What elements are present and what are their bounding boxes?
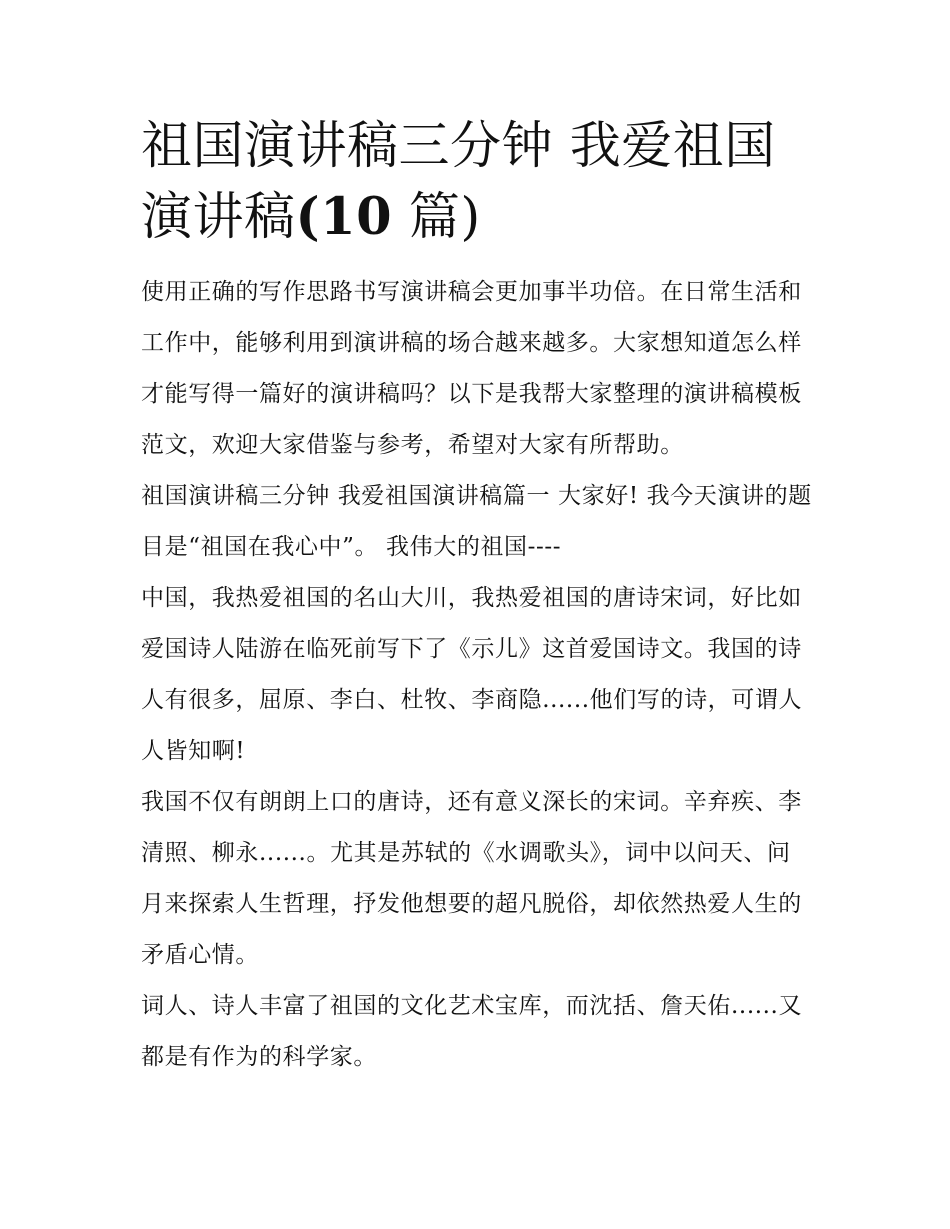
title-suffix: 篇) [392, 188, 481, 247]
title-count: (10 [295, 187, 393, 247]
culture-science-paragraph: 词人、诗人丰富了祖国的文化艺术宝库，而沈括、詹天佑......又都是有作为的科学家。 [141, 993, 803, 1070]
intro-paragraph: 使用正确的写作思路书写演讲稿会更加事半功倍。在日常生活和工作中，能够利用到演讲稿的场合越来越多。大家想知道怎么样才能写得一篇好的演讲稿吗？以下是我帮大家整理的演讲稿模板范文，欢迎大家借鉴与参考，希望对大家有所帮助。 [141, 279, 802, 458]
speech-opening-paragraph: 祖国演讲稿三分钟 我爱祖国演讲稿篇一 大家好! 我今天演讲的题目是“祖国在我心中”。 我伟大的祖国---- [141, 483, 812, 560]
document-title [141, 112, 813, 253]
tang-poetry-paragraph: 中国，我热爱祖国的名山大川，我热爱祖国的唐诗宋词，好比如爱国诗人陆游在临死前写下了《示儿》这首爱国诗文。我国的诗人有很多，屈原、李白、杜牧、李商隐......他们写的诗，可谓人人皆知啊! [141, 585, 803, 764]
document-body [141, 112, 813, 1083]
song-ci-paragraph: 我国不仅有朗朗上口的唐诗，还有意义深长的宋词。辛弃疾、李清照、柳永......。尤其是苏轼的《水调歌头》，词中以问天、问月来探索人生哲理，抒发他想要的超凡脱俗，却依然热爱人生的矛盾心情。 [141, 789, 802, 968]
title-text: 祖国演讲稿三分钟 我爱祖国演讲稿 [141, 117, 776, 247]
